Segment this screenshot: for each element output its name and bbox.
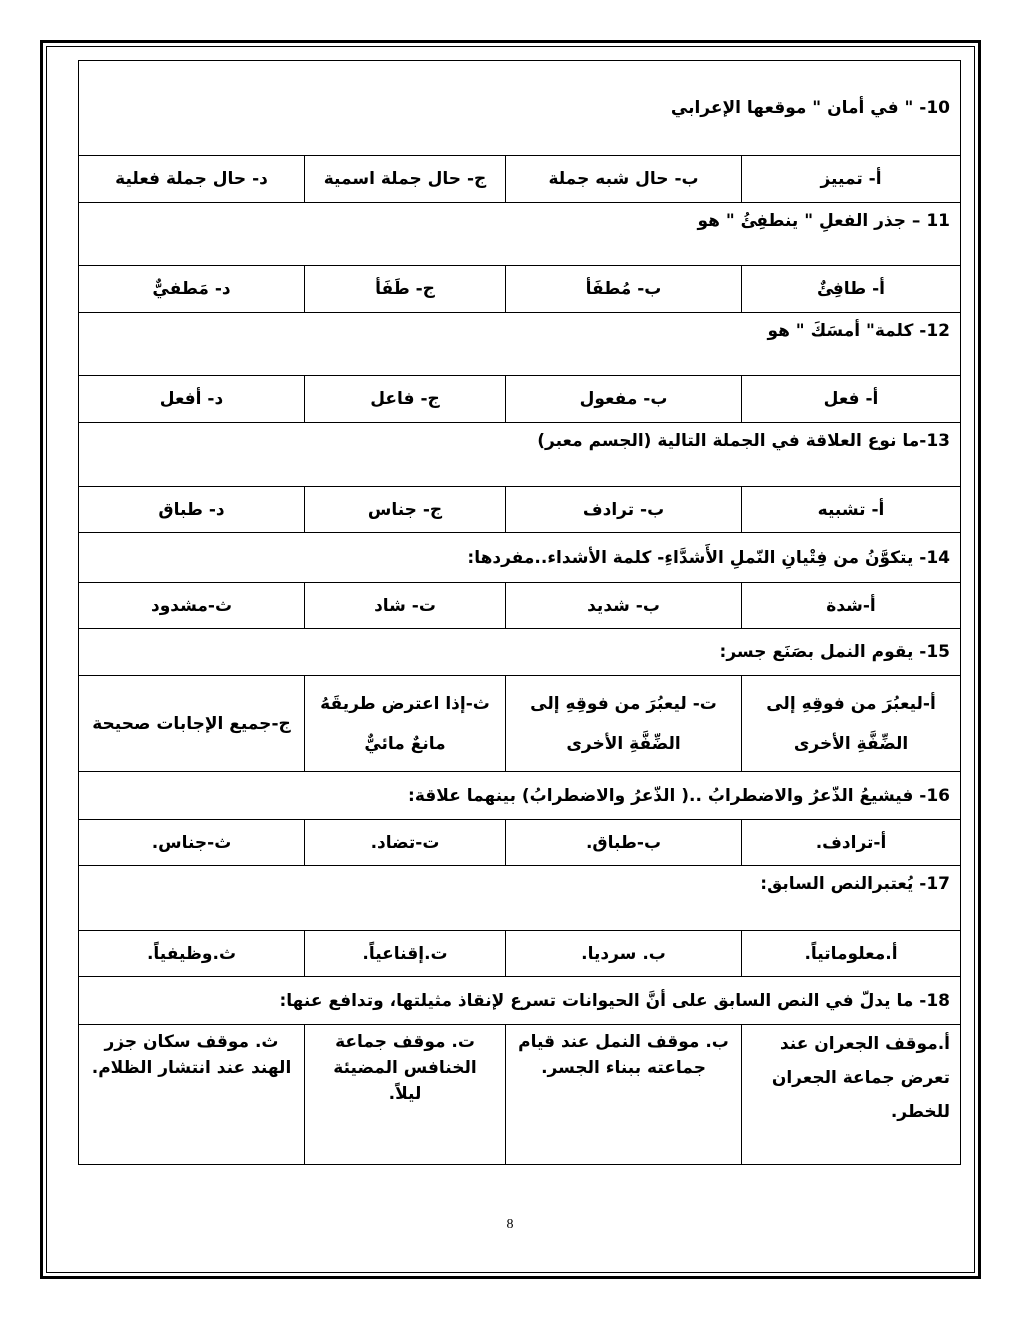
question-18-prompt: 18- ما يدلّ في النص السابق على أنَّ الحيوانات تسرع لإنقاذ مثيلتها، وتدافع عنها: bbox=[79, 977, 961, 1025]
question-17-prompt: 17- يُعتبرالنص السابق: bbox=[79, 866, 961, 931]
option-c[interactable]: ت-تضاد. bbox=[305, 820, 506, 866]
option-b[interactable]: ب. سرديا. bbox=[506, 931, 742, 977]
options-row bbox=[79, 1025, 961, 1165]
options-row bbox=[79, 931, 961, 977]
option-b[interactable]: ب- شديد bbox=[506, 583, 742, 629]
option-c[interactable]: ج- جناس bbox=[305, 487, 506, 533]
option-b[interactable]: ب- حال شبه جملة bbox=[506, 156, 742, 203]
page-number: 8 bbox=[506, 1217, 514, 1232]
question-13-prompt: 13-ما نوع العلاقة في الجملة التالية (الجسم معبر) bbox=[79, 423, 961, 487]
option-d[interactable]: د- حال جملة فعلية bbox=[79, 156, 305, 203]
option-b[interactable]: ت- ليعبُرَ من فوقِهِ إلى الضِّفَّةِ الأخرى bbox=[506, 676, 742, 772]
question-11-prompt: 11 – جذر الفعلِ " ينطفِئُ " هو bbox=[79, 203, 961, 266]
option-d[interactable]: د- مَطفيٌّ bbox=[79, 266, 305, 313]
option-a[interactable]: أ- فعل bbox=[742, 376, 961, 423]
question-row bbox=[79, 977, 961, 1025]
option-b[interactable]: ب-طباق. bbox=[506, 820, 742, 866]
option-d[interactable]: ث.وظيفياً. bbox=[79, 931, 305, 977]
question-10-prompt: 10- " في أمان " موقعها الإعرابي bbox=[79, 61, 961, 156]
option-b[interactable]: ب- مفعول bbox=[506, 376, 742, 423]
option-d[interactable]: د- أفعل bbox=[79, 376, 305, 423]
question-row bbox=[79, 203, 961, 266]
option-d[interactable]: ث-مشدود bbox=[79, 583, 305, 629]
options-row bbox=[79, 676, 961, 772]
option-c[interactable]: ت- شاد bbox=[305, 583, 506, 629]
option-d[interactable]: ث-جناس. bbox=[79, 820, 305, 866]
option-c[interactable]: ج- حال جملة اسمية bbox=[305, 156, 506, 203]
options-row bbox=[79, 266, 961, 313]
options-row bbox=[79, 156, 961, 203]
exam-table bbox=[78, 60, 961, 1165]
option-b[interactable]: ب- ترادف bbox=[506, 487, 742, 533]
options-row bbox=[79, 376, 961, 423]
option-a[interactable]: أ.معلوماتياً. bbox=[742, 931, 961, 977]
question-row bbox=[79, 629, 961, 676]
question-15-prompt: 15- يقوم النمل بصَنَع جسر: bbox=[79, 629, 961, 676]
options-row bbox=[79, 487, 961, 533]
question-row bbox=[79, 866, 961, 931]
options-row bbox=[79, 820, 961, 866]
option-b[interactable]: ب. موقف النمل عند قيام جماعته ببناء الجسر. bbox=[506, 1025, 742, 1165]
option-d[interactable]: د- طباق bbox=[79, 487, 305, 533]
option-a[interactable]: أ-ليعبُرَ من فوقِهِ إلى الضِّفَّةِ الأخرى bbox=[742, 676, 961, 772]
question-row bbox=[79, 313, 961, 376]
option-c[interactable]: ج- فاعل bbox=[305, 376, 506, 423]
question-row bbox=[79, 533, 961, 583]
option-a[interactable]: أ-شدة bbox=[742, 583, 961, 629]
option-c[interactable]: ج- طَفَأ bbox=[305, 266, 506, 313]
question-row bbox=[79, 423, 961, 487]
option-c[interactable]: ت.إقناعياً. bbox=[305, 931, 506, 977]
option-c[interactable]: ث-إذا اعترض طريقَهُ مانعٌ مائيٌّ bbox=[305, 676, 506, 772]
question-16-prompt: 16- فيشيعُ الذّعرُ والاضطرابُ ..( الذّعرُ والاضطرابُ) بينهما علاقة: bbox=[79, 772, 961, 820]
option-a[interactable]: أ- تشبيه bbox=[742, 487, 961, 533]
option-a[interactable]: أ-ترادف. bbox=[742, 820, 961, 866]
options-row bbox=[79, 583, 961, 629]
option-d[interactable]: ج-جميع الإجابات صحيحة bbox=[79, 676, 305, 772]
option-a[interactable]: أ- طافِئٌ bbox=[742, 266, 961, 313]
option-a[interactable]: أ- تمييز bbox=[742, 156, 961, 203]
option-c[interactable]: ت. موقف جماعة الخنافس المضيئة ليلاً. bbox=[305, 1025, 506, 1165]
option-d[interactable]: ث. موقف سكان جزر الهند عند انتشار الظلام. bbox=[79, 1025, 305, 1165]
option-b[interactable]: ب- مُطفَأ bbox=[506, 266, 742, 313]
question-12-prompt: 12- كلمة" أمسَكَ " هو bbox=[79, 313, 961, 376]
question-row bbox=[79, 61, 961, 156]
question-row bbox=[79, 772, 961, 820]
question-14-prompt: 14- يتكوَّنُ من فِتْيانِ النّملِ الأَشدَّاءِ- كلمة الأشداء..مفردها: bbox=[79, 533, 961, 583]
option-a[interactable]: أ.موقف الجعران عند تعرض جماعة الجعران للخطر. bbox=[742, 1025, 961, 1165]
